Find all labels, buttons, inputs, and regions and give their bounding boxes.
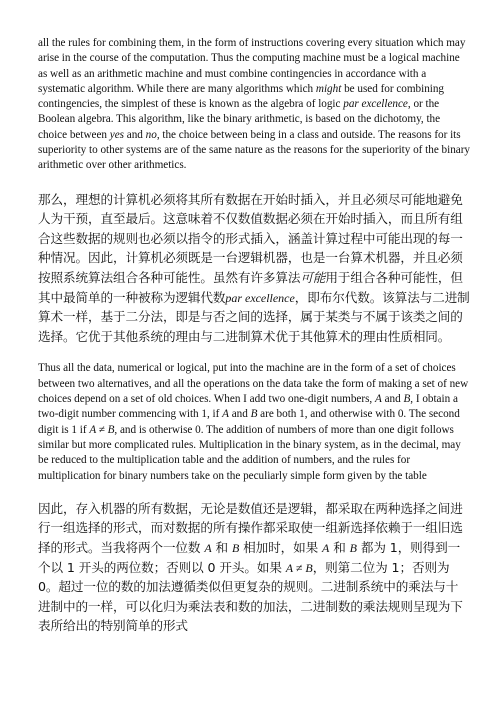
text-run: be used for combining contingencies, the simplest of these is known as the algebra of logic <box>38 82 445 111</box>
text-run: 那么，理想的计算机必须将其所有数据在开始时插入，并且必须尽可能地避免人为干预，直至最后。这意味着不仅数值数据必须在开始时插入，而且所有组合这些数据的规则也必须以指令的形式插入，涵盖计算过程中可能出现的每一种情况。因此，计算机必须既是一台逻辑机器，也是一台算术机器，并且必须按照系统算法组合各种可能性。虽然有许多算法 <box>38 191 463 286</box>
italic-run: A ≠ B <box>285 560 313 575</box>
text-run: , the choice between being in a class and outside. The reasons for its superiority to other systems are of the same nature as the reasons for the superiority of the binary arithmetic over other arithmetics. <box>38 128 471 172</box>
text-run: , and is otherwise 0. The addition of numbers of more than one digit follows similar but more complicated rules. Multiplication in the binary system, as in the decimal, may be reduced to the multiplication table and the addition of numbers, and the rules for multiplication for binary numbers take on the peculiarly simple form given by the table <box>38 423 461 482</box>
italic-run: par excellence <box>225 290 295 305</box>
italic-run: might <box>315 82 342 95</box>
italic-run: B <box>349 540 357 555</box>
italic-run: B <box>231 540 240 555</box>
text-run: 都为 1，则得到一个以 1 开头的两位数；否则以 0 开头。如果 <box>38 539 461 575</box>
text-run: and <box>124 128 146 141</box>
italic-run: A <box>374 393 382 406</box>
italic-run: A <box>204 540 212 555</box>
text-run: are both 1, and otherwise with 0. The second digit is 1 if <box>38 408 460 436</box>
text-run: and <box>228 408 251 421</box>
english-paragraph-binary-operations <box>38 361 470 483</box>
text-run: 相加时，如果 <box>239 539 323 555</box>
text-run: 用于组合各种可能性，但其中最简单的一种被称为逻辑代数 <box>38 270 463 305</box>
text-run: all the rules for combining them, in the form of instructions covering every situation which may arise in the course of the computation. Thus the computing machine must be a logical machine as well as an arithmetic machine and must combine contingencies in accordance with a systematic algorithm. While there are many algorithms which <box>38 37 466 95</box>
english-paragraph-boolean-algebra <box>38 36 470 174</box>
italic-run: A <box>322 540 330 555</box>
italic-run: A ≠ B <box>89 423 115 436</box>
document-page <box>38 36 470 636</box>
text-run: 和 <box>329 539 350 555</box>
text-run: ，则第二位为 1；否则为 0。超过一位的数的加法遵循类似但更复杂的规则。二进制系统中的乘法与十进制中的一样，可以化归为乘法表和数的加法，二进制数的乘法规则呈现为下表所给出的特别简单的形式 <box>38 559 463 634</box>
italic-run: yes <box>109 128 124 141</box>
text-run: , or the Boolean algebra. This algorithm, like the binary arithmetic, is based on the dichotomy, the choice between <box>38 98 441 141</box>
italic-run: 可能 <box>300 270 326 286</box>
text-run: and <box>381 393 404 406</box>
italic-run: par excellence <box>343 98 408 111</box>
text-run: Thus all the data, numerical or logical, put into the machine are in the form of a set of choices between two alternatives, and all the operations on the data take the form of making a set of new choices depend on a set of old choices. When I add two one-digit numbers, <box>38 362 469 406</box>
text-run: 和 <box>211 539 232 555</box>
chinese-paragraph-binary-operations <box>38 499 470 636</box>
italic-run: B <box>403 393 411 406</box>
chinese-paragraph-boolean-algebra <box>38 190 470 347</box>
italic-run: B <box>250 408 258 421</box>
text-run: 因此，存入机器的所有数据，无论是数值还是逻辑，都采取在两种选择之间进行一组选择的形式，而对数据的所有操作都采取使一组新选择依赖于一组旧选择的形式。当我将两个一位数 <box>38 500 463 555</box>
text-run: , I obtain a two-digit number commencing with 1, if <box>38 393 458 421</box>
text-run: ，即布尔代数。该算法与二进制算术一样，基于二分法，即是与否之间的选择，属于某类与不属于该类之间的选择。它优于其他系统的理由与二进制算术优于其他算术的理由性质相同。 <box>38 289 470 344</box>
italic-run: no <box>145 128 157 141</box>
italic-run: A <box>222 408 229 421</box>
